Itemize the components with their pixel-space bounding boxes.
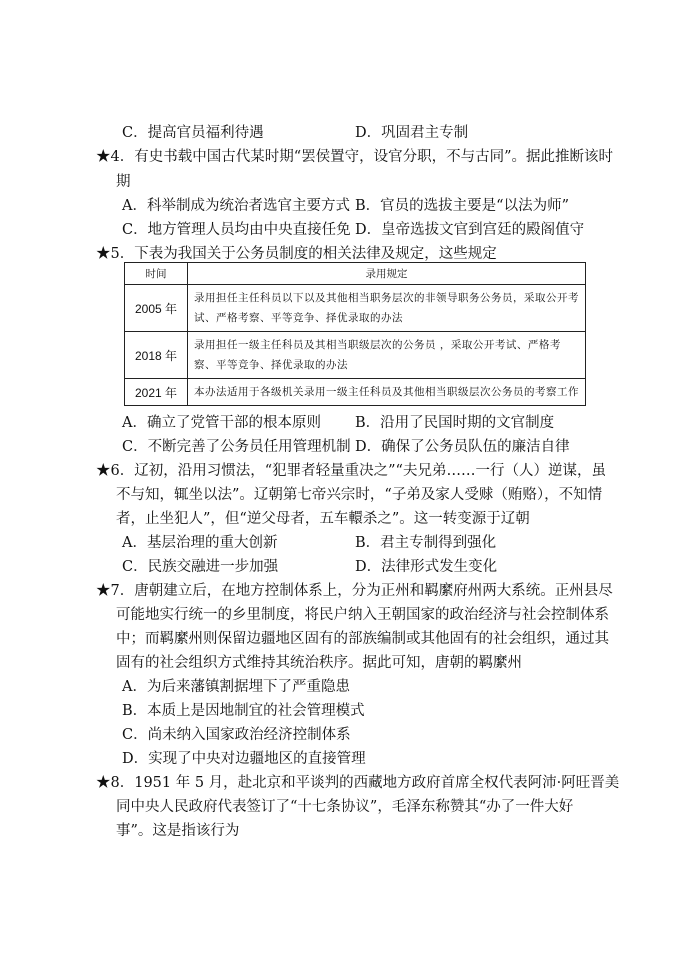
q7-option-c: C．尚未纳入国家政治经济控制体系 bbox=[122, 727, 351, 743]
table-header-rules: 录用规定 bbox=[188, 263, 586, 285]
q5-option-d: D．确保了公务员队伍的廉洁自律 bbox=[355, 439, 570, 455]
q5-stem-line1: ★5．下表为我国关于公务员制度的相关法律及规定，这些规定 bbox=[96, 246, 497, 262]
q4-option-a: A．科举制成为统治者选官主要方式 bbox=[122, 198, 350, 214]
table-cell-year: 2021 年 bbox=[125, 379, 188, 406]
q7-option-d: D．实现了中央对边疆地区的直接管理 bbox=[122, 751, 366, 767]
q6-option-b: B．君主专制得到强化 bbox=[355, 535, 497, 551]
q6-stem-line3: 者，止坐犯人”，但“逆父母者，五车轘杀之”。这一转变源于辽朝 bbox=[116, 511, 530, 527]
table-row bbox=[125, 379, 586, 406]
q7-stem-line2: 可能地实行统一的乡里制度，将民户纳入王朝国家的政治经济与社会控制体系 bbox=[116, 607, 609, 623]
table-row bbox=[125, 332, 586, 379]
q8-stem-line2: 同中央人民政府代表签订了“十七条协议”，毛泽东称赞其“办了一件大好 bbox=[116, 799, 574, 815]
table-header-row bbox=[125, 263, 586, 285]
table-cell-rule: 录用担任主任科员以下以及其他相当职务层次的非领导职务公务员，采取公开考试、严格考察、平等竞争、择优录取的办法 bbox=[188, 285, 586, 332]
q3-option-c: C．提高官员福利待遇 bbox=[122, 125, 264, 141]
table-cell-year: 2018 年 bbox=[125, 332, 188, 379]
q5-option-c: C．不断完善了公务员任用管理机制 bbox=[122, 439, 351, 455]
q8-stem-line1: ★8．1951 年 5 月，赴北京和平谈判的西藏地方政府首席全权代表阿沛·阿旺晋美 bbox=[96, 775, 620, 791]
q8-stem-line3: 事”。这是指该行为 bbox=[116, 823, 240, 839]
q7-stem-line4: 固有的社会组织方式维持其统治秩序。据此可知，唐朝的羁縻州 bbox=[116, 655, 522, 671]
q7-stem-line3: 中；而羁縻州则保留边疆地区固有的部族编制或其他固有的社会组织，通过其 bbox=[116, 631, 609, 647]
q6-option-d: D．法律形式发生变化 bbox=[355, 559, 498, 575]
q4-option-d: D．皇帝选拔文官到宫廷的殿阁值守 bbox=[355, 222, 585, 238]
table-cell-rule: 录用担任一级主任科员及其相当职级层次的公务员 ，采取公开考试、严格考察、平等竞争、择优录取的办法 bbox=[188, 332, 586, 379]
q5-option-a: A．确立了党管干部的根本原则 bbox=[122, 415, 321, 431]
q4-option-c: C．地方管理人员均由中央直接任免 bbox=[122, 222, 351, 238]
q4-option-b: B．官员的选拔主要是“以法为师” bbox=[355, 198, 569, 214]
q7-option-b: B．本质上是因地制宜的社会管理模式 bbox=[122, 703, 365, 719]
q6-option-a: A．基层治理的重大创新 bbox=[122, 535, 278, 551]
q6-stem-line1: ★6．辽初，沿用习惯法，“犯罪者轻量重决之”“夫兄弟……一行（人）逆谋，虽 bbox=[96, 463, 606, 479]
q3-option-d: D．巩固君主专制 bbox=[355, 125, 469, 141]
table-cell-year: 2005 年 bbox=[125, 285, 188, 332]
q5-option-b: B．沿用了民国时期的文官制度 bbox=[355, 415, 555, 431]
q7-option-a: A．为后来藩镇割据埋下了严重隐患 bbox=[122, 679, 350, 695]
q5-regulations-table bbox=[124, 262, 586, 406]
q6-stem-line2: 不与知，辄坐以法”。辽朝第七帝兴宗时，“子弟及家人受赇（贿赂），不知情 bbox=[116, 487, 603, 503]
table-cell-rule: 本办法适用于各级机关录用一级主任科员及其他相当职级层次公务员的考察工作 bbox=[188, 379, 586, 406]
q4-stem-line1: ★4．有史书载中国古代某时期“罢侯置守，设官分职，不与古同”。据此推断该时 bbox=[96, 149, 614, 165]
q6-option-c: C．民族交融进一步加强 bbox=[122, 559, 279, 575]
table-header-time: 时间 bbox=[125, 263, 188, 285]
q7-stem-line1: ★7．唐朝建立后，在地方控制体系上，分为正州和羁縻府州两大系统。正州县尽 bbox=[96, 583, 613, 599]
table-row bbox=[125, 285, 586, 332]
q4-stem-line2: 期 bbox=[116, 174, 131, 190]
